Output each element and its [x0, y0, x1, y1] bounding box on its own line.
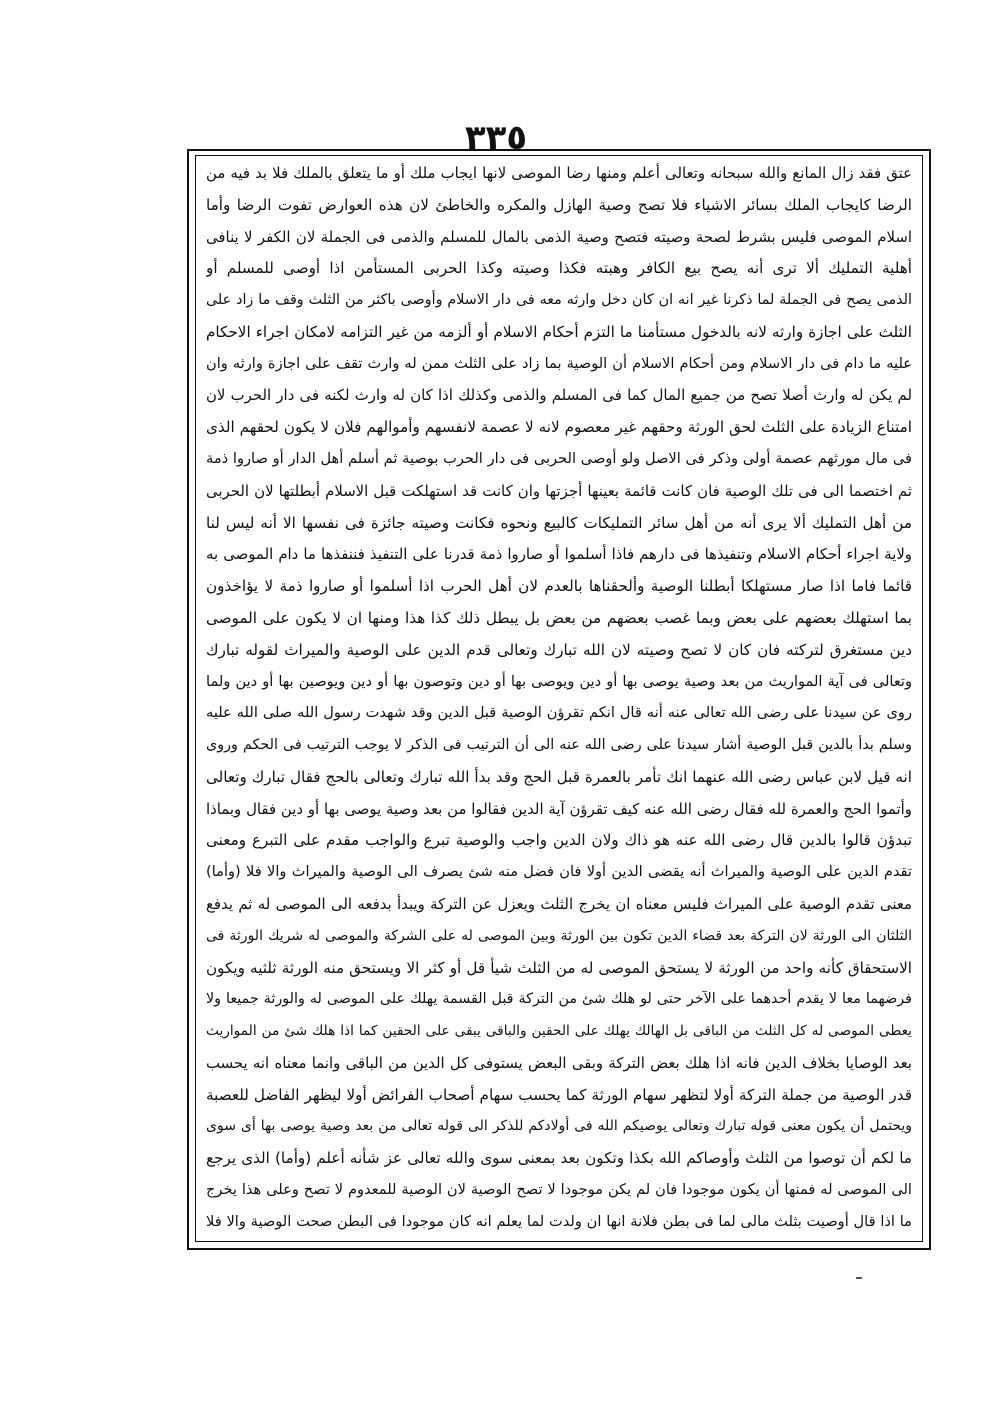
text-line: الرضا كايجاب الملك بسائر الاشياء فلا تصح وصية الهازل والمكره والخاطئ لان هذه العوارض تفوت الرضا وأما [206, 195, 912, 214]
text-line: الى الموصى له فمنها أن يكون موجودا فان لم يكن موجودا لا تصح الوصية لان الوصية للمعدوم لا تصح وعلى هذا يخرج [206, 1181, 912, 1198]
text-line: ولاية اجراء أحكام الاسلام وتنفيذها فى دارهم فاذا أسلموا أو صاروا ذمة قدرنا على التنفيذ فننفذها ما دام الموصى به [206, 545, 912, 564]
text-line: وسلم بدأ بالدين قبل الوصية أشار سيدنا على رضى الله عنه الى أن الترتيب فى الذكر لا يوجب الترتيب فى الحكم وروى [206, 737, 912, 754]
text-line: تقدم الدين على الوصية والميراث أنه يقضى الدين أولا فان فضل منه شئ يصرف الى الوصية والميراث والا فلا (وأما) [206, 863, 912, 881]
text-line: اسلام الموصى فليس بشرط لصحة وصيته فتصح وصية الذمى بالمال للمسلم والذمى فى الجملة لان الكفر لا ينافى [206, 227, 912, 246]
text-line: امتناع الزيادة على الثلث لحق الورثة وحقهم غير معصوم لانه لا عصمة لانفسهم وأموالهم فلان لا يكون لحقهم الذى [206, 418, 912, 437]
text-line: وتعالى فى آية المواريث من بعد وصية يوصى بها أو دين ويوصى بها أو دين وتوصون بها أو دين ويوصين بها أو دين ولما [206, 672, 912, 690]
text-line: قدر الوصية من جملة التركة أولا لتظهر سهام الورثة كما يحسب سهام أصحاب الفرائض أولا ليظهر الفاضل للعصبة [206, 1085, 912, 1104]
text-line: معنى تقدم الوصية على الميراث فليس معناه ان يخرج الثلث ويعزل عن التركة ويبدأ بدفعه الى الموصى له ثم يدفع [206, 894, 912, 913]
text-line: ما اذا قال أوصيت بثلث مالى لما فى بطن فلانة انها ان ولدت لما يعلم انه كان موجودا فى البطن صحت الوصية والا فلا [206, 1212, 912, 1230]
text-line: أهلية التمليك ألا ترى أنه يصح بيع الكافر وهبته فكذا وصيته وكذا الحربى المستأمن اذا أوصى للمسلم أو [206, 259, 912, 278]
text-frame-inner [195, 155, 923, 1242]
text-line: انه قيل لابن عباس رضى الله عنهما انك تأمر بالعمرة قبل الحج وقد بدأ الله تبارك وتعالى بالحج فقال تبارك وتعالى [206, 767, 912, 786]
text-line: عتق فقد زال المانع والله سبحانه وتعالى أعلم ومنها رضا الموصى لانها ايجاب ملك أو ما يتعلق بالملك فلا بد فيه من [206, 164, 912, 182]
text-line: فى مال مورثهم عصمة أولى وذكر فى الاصل ولو أوصى الحربى فى دار الحرب بوصية ثم أسلم أهل الدار أو صاروا ذمة [206, 450, 912, 468]
text-line: وأتموا الحج والعمرة لله فقال رضى الله عنه كيف تقرؤن آية الدين فقالوا من بعد وصية يوصى بها أو دين فقال وبماذا [206, 799, 912, 818]
text-line: الثلث على اجازة وارثه لانه بالدخول مستأمنا ما التزم أحكام الاسلام أو ألزمه من غير التزامه لامكان اجراء الاحكام [206, 322, 912, 341]
text-line: الذمى يصح فى الجملة لما ذكرنا غير انه ان كان دخل وارثه معه فى دار الاسلام وأوصى باكثر من الثلث وقف ما زاد على [206, 292, 912, 309]
text-line: ويحتمل أن يكون معنى قوله تبارك وتعالى يوصيكم الله فى أولادكم للذكر الى قوله تعالى من بعد وصية يوصى بها أى سوى [206, 1118, 912, 1135]
text-line: تبدؤن قالوا بالدين قال رضى الله عنه هو ذاك ولان الدين واجب والوصية تبرع والواجب مقدم على التبرع ومعنى [206, 831, 912, 850]
text-line: دين مستغرق لتركته فان كان لا تصح وصيته لان الله تبارك وتعالى قدم الدين على الوصية والميراث لقوله تبارك [206, 640, 912, 659]
text-line: ما لكم أن توصوا من الثلث وأوصاكم الله بكذا وتكون بعد بمعنى سوى والله تعالى عز شأنه أعلم (وأما) الذى يرجع [206, 1149, 912, 1168]
text-line: ثم اختصما الى فى تلك الوصية فان كانت قائمة بعينها أجزتها وان كانت قد استهلكت قبل الاسلام أبطلتها لان الحربى [206, 481, 912, 500]
text-line: يعطى الموصى له كل الثلث من الباقى بل الهالك يهلك على الحقين والباقى يبقى على الحقين كما اذا هلك شئ من المواريث [206, 1023, 912, 1040]
text-line: روى عن سيدنا على رضى الله تعالى عنه أنه قال انكم تقرؤن الوصية قبل الدين وقد شهدت رسول الله صلى الله عليه [206, 704, 912, 722]
text-line: عليه ما دام فى دار الاسلام ومن أحكام الاسلام أن الوصية بما زاد على الثلث ممن له وارث تقف على اجازة وارثه وان [206, 354, 912, 372]
text-line: بما استهلك بعضهم على بعض وبما غصب بعضهم من بعض بل يبطل ذلك كذا هذا ومنها ان لا يكون على الموصى [206, 608, 912, 627]
text-line: قائما فاما اذا صار مستهلكا أبطلنا الوصية وألحقناها بالعدم لان أهل الحرب اذا أسلموا أو صاروا ذمة لا يؤاخذون [206, 577, 912, 596]
page-number: ٣٣٥ [464, 118, 528, 158]
text-block [206, 160, 912, 1235]
text-line: فرضهما معا لا يقدم أحدهما على الآخر حتى لو هلك شئ من التركة قبل القسمة يهلك على الموصى له والورثة جميعا ولا [206, 991, 912, 1008]
scan-speck [856, 1277, 862, 1279]
text-line: الاستحقاق كأنه واحد من الورثة لا يستحق الموصى له من الثلث شيأ قل أو كثر الا ويستحق منه الورثة ثلثيه ويكون [206, 958, 912, 977]
text-line: لم يكن له وارث أصلا تصح من جميع المال كما فى المسلم والذمى وكذلك اذا كان له وارث لكنه فى دار الحرب لان [206, 386, 912, 405]
text-line: من أهل التمليك ألا يرى أنه من أهل سائر التمليكات كالبيع ونحوه فكانت وصيته جائزة فى نفسها الا أنه ليس لنا [206, 513, 912, 532]
text-frame-outer [187, 149, 931, 1250]
text-line: الثلثان الى الورثة لان التركة بعد قضاء الدين تكون بين الورثة وبين الموصى له على الشركة والموصى له شريك الورثة فى [206, 927, 912, 944]
text-line: بعد الوصايا بخلاف الدين فانه اذا هلك بعض التركة وبقى البعض يستوفى كل الدين من الباقى وانما معناه انه يحسب [206, 1053, 912, 1072]
